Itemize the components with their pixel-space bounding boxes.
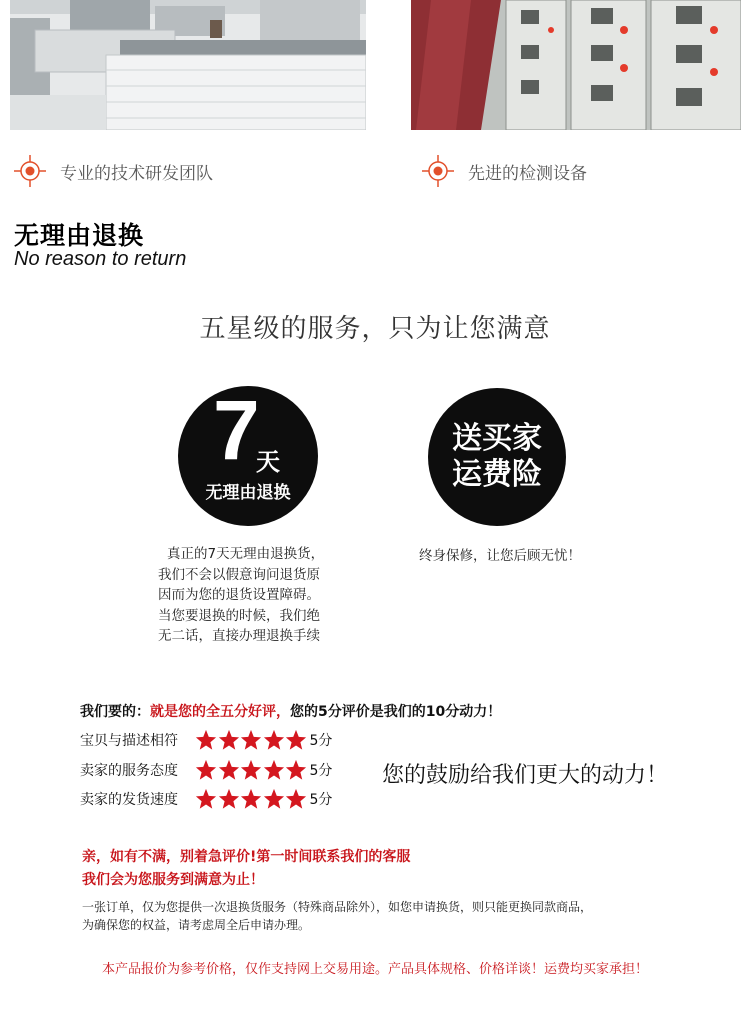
badge-line-1: 送买家	[452, 421, 542, 456]
rating-score: 5分	[309, 792, 333, 808]
rating-label: 宝贝与描述相符	[80, 733, 178, 749]
description-line: 当您要退换的时候，我们绝	[158, 607, 320, 624]
office-team-photo	[10, 0, 366, 130]
service-headline: 五星级的服务，只为让您满意	[199, 314, 551, 344]
feature-tech-team-label: 专业的技术研发团队	[60, 163, 213, 184]
rating-prefix: 我们要的：	[80, 704, 150, 720]
description-line: 真正的7天无理由退换货，	[167, 546, 325, 562]
star-icon	[195, 729, 217, 751]
encouragement-text: 您的鼓励给我们更大的动力！	[382, 763, 669, 788]
feature-equipment-label: 先进的检测设备	[468, 163, 587, 184]
badge-number: 7	[213, 383, 260, 477]
rating-row-service	[80, 757, 332, 783]
star-icon	[218, 759, 240, 781]
description-line: 我们不会以假意询问退货原	[158, 566, 320, 583]
section-title: 无理由退换	[14, 221, 145, 250]
rating-row-description	[80, 727, 332, 753]
badge-unit: 天	[256, 448, 280, 476]
star-icon	[285, 759, 307, 781]
notice-line-2: 为确保您的权益，请考虑周全后申请办理。	[82, 918, 311, 932]
star-icon	[240, 729, 262, 751]
star-rating	[195, 759, 308, 781]
star-icon	[195, 759, 217, 781]
section-subtitle: No reason to return	[14, 248, 187, 270]
rating-headline	[80, 701, 501, 721]
star-rating	[195, 788, 308, 810]
description-line: 无二话，直接办理退换手续	[158, 628, 320, 644]
star-icon	[263, 759, 285, 781]
return-policy-description	[158, 544, 358, 647]
feature-equipment	[422, 156, 587, 186]
star-rating	[195, 729, 308, 751]
notice-line-1: 一张订单，仅为您提供一次退换货服务（特殊商品除外），如您申请换货，则只能更换同款商品，	[82, 900, 593, 914]
rating-label: 卖家的服务态度	[80, 763, 178, 779]
badge-line-2: 运费险	[452, 457, 542, 492]
rating-label: 卖家的发货速度	[80, 792, 178, 808]
star-icon	[263, 788, 285, 810]
feature-tech-team	[14, 156, 213, 186]
notice-red-line-1: 亲，如有不满，别着急评价!第一时间联系我们的客服	[82, 849, 411, 865]
rating-highlight: 就是您的全五分好评，	[150, 704, 290, 720]
rating-score: 5分	[309, 763, 333, 779]
price-disclaimer: 本产品报价为参考价格，仅作支持网上交易用途。产品具体规格、价格详谈！运费均买家承担！	[101, 962, 648, 977]
testing-equipment-photo	[411, 0, 741, 130]
star-icon	[195, 788, 217, 810]
star-icon	[285, 729, 307, 751]
shipping-insurance-badge	[428, 388, 566, 526]
target-icon	[422, 155, 454, 187]
warranty-description: 终身保修，让您后顾无忧！	[419, 548, 581, 564]
star-icon	[240, 788, 262, 810]
description-line: 因而为您的退货设置障碍。	[158, 587, 320, 603]
badge-text: 无理由退换	[205, 483, 291, 503]
rating-suffix: 您的5分评价是我们的10分动力！	[290, 704, 502, 720]
notice-red-line-2: 我们会为您服务到满意为止！	[82, 872, 264, 888]
rating-row-shipping	[80, 786, 332, 812]
star-icon	[285, 788, 307, 810]
star-icon	[218, 729, 240, 751]
star-icon	[240, 759, 262, 781]
rating-score: 5分	[309, 733, 333, 749]
star-icon	[218, 788, 240, 810]
star-icon	[263, 729, 285, 751]
seven-day-return-badge	[178, 383, 318, 526]
target-icon	[14, 155, 46, 187]
